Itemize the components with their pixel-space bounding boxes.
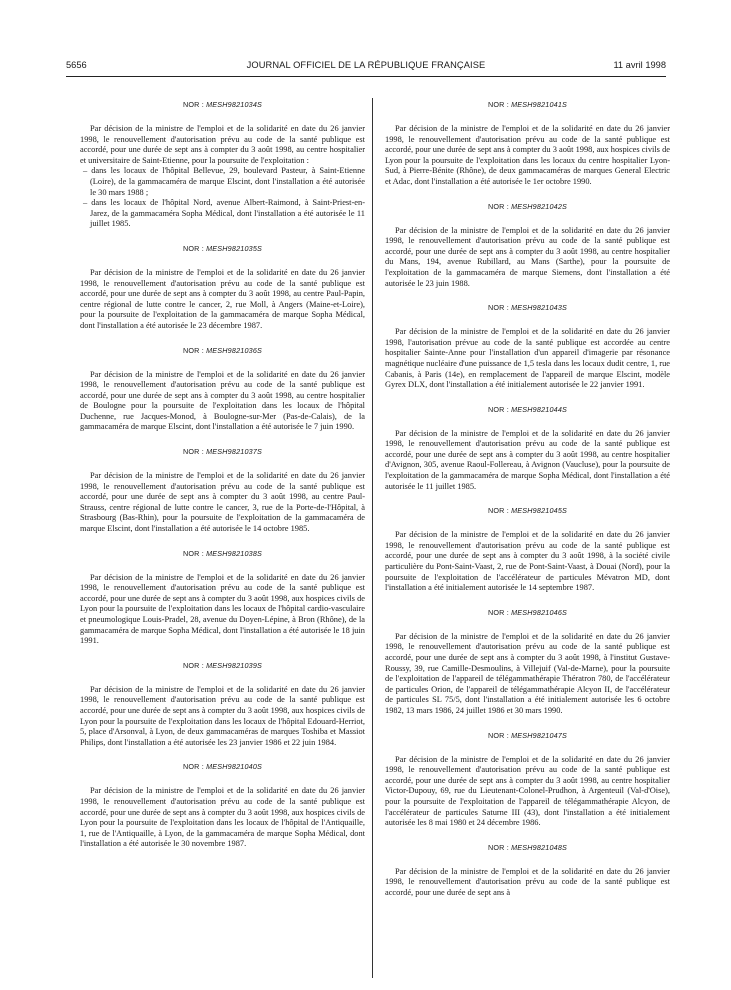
decision-entry [80, 762, 365, 850]
nor-prefix: NOR : [487, 100, 512, 109]
nor-prefix: NOR : [182, 100, 207, 109]
entry-spacer [385, 594, 670, 608]
nor-reference [385, 843, 670, 852]
nor-prefix: NOR : [487, 506, 512, 516]
nor-reference [80, 549, 365, 558]
header-rule [66, 76, 666, 77]
decision-text: Par décision de la ministre de l'emploi et de la solidarité en date du 26 janvier 1998, le renouvellement d'autorisation prévu au code de la santé publique est accordé, pour une durée de sept ans à compter du 3 août 1998, aux hospices civils de Lyon pour la poursuite de l'exploitation dans les locaux du centre hospitalier Lyon-Sud, à Pierre-Bénite (Rhône), de deux gammacaméras de marques General Electric et Adac, dont l'installation a été autorisée le 1er octobre 1990. [385, 124, 670, 186]
nor-prefix: NOR : [487, 303, 512, 313]
decision-text: Par décision de la ministre de l'emploi et de la solidarité en date du 26 janvier 1998, le renouvellement d'autorisation prévu au code de la santé publique est accordé, pour une durée de sept ans à compter du 3 août 1998, au centre Paul-Strauss, centre régional de lutte contre le cancer, 3, rue de la Porte-de-l'Hôpital, à Strasbourg (Bas-Rhin), pour la poursuite de l'exploitation de la gammacaméra de marque Elscint, dont l'installation a été autorisée le 14 octobre 1985. [80, 471, 365, 534]
nor-prefix: NOR : [182, 447, 207, 457]
nor-reference [80, 346, 365, 355]
nor-code: MESH9821042S [511, 201, 568, 211]
nor-prefix: NOR : [182, 548, 207, 558]
nor-prefix: NOR : [182, 345, 207, 355]
decision-entry [385, 100, 670, 188]
nor-reference [80, 447, 365, 456]
nor-code: MESH9821037S [206, 447, 263, 457]
entry-spacer [385, 391, 670, 405]
nor-code: MESH9821044S [511, 404, 568, 414]
nor-code: MESH9821036S [206, 345, 263, 355]
nor-code: MESH9821039S [206, 660, 263, 670]
nor-prefix: NOR : [182, 762, 207, 772]
entry-spacer [80, 332, 365, 346]
decision-entry [385, 843, 670, 899]
journal-title: JOURNAL OFFICIEL DE LA RÉPUBLIQUE FRANÇAISE [246, 60, 486, 70]
decision-entry [80, 549, 365, 647]
nor-code: MESH9821043S [511, 303, 568, 313]
decision-subitem: – dans les locaux de l'hôpital Nord, avenue Albert-Raimond, à Saint-Priest-en-Jarez, de la gammacaméra Sopha Médical, dont l'installation a été autorisée le 11 juillet 1985. [83, 198, 365, 229]
nor-reference [80, 244, 365, 253]
decision-entry [385, 405, 670, 493]
decision-text: Par décision de la ministre de l'emploi et de la solidarité en date du 26 janvier 1998, le renouvellement d'autorisation prévu au code de la santé publique est accordé, pour une durée de sept ans à compter du 3 août 1998, au centre hospitalier de Boulogne pour la poursuite de l'exploitation dans les locaux de l'hôpital Duchenne, rue Jacques-Monod, à Boulogne-sur-Mer (Pas-de-Calais), de la gammacaméra de marque Elscint, dont l'installation a été autorisée le 7 juin 1990. [80, 369, 365, 432]
nor-prefix: NOR : [487, 607, 512, 617]
decision-entry [385, 303, 670, 391]
decision-text: Par décision de la ministre de l'emploi et de la solidarité en date du 26 janvier 1998, le renouvellement d'autorisation prévu au code de la santé publique est accordé, pour une durée de sept ans à compter du 3 août 1998, au centre hospitalier du Mans, 194, avenue Rubillard, au Mans (Sarthe), pour la poursuite de l'exploitation de la gammacaméra de marque Siemens, dont l'installation a été autorisée le 23 juin 1988. [385, 225, 670, 288]
nor-reference [385, 608, 670, 617]
entry-spacer [80, 748, 365, 762]
decision-text: Par décision de la ministre de l'emploi et de la solidarité en date du 26 janvier 1998, l'autorisation prévue au code de la santé publique est accordée au centre hospitalier Sainte-Anne pour l'installation d'un appareil d'imagerie par résonance magnétique nucléaire d'une puissance de 1,5 tesla dans les locaux dudit centre, 1, rue Cabanis, à Paris (14e), en remplacement de l'appareil de marque Elscint, modèle Gyrex DLX, dont l'installation a été initialement autorisée le 22 janvier 1991. [385, 327, 670, 390]
nor-reference [80, 661, 365, 670]
nor-prefix: NOR : [487, 201, 512, 211]
column-divider [372, 98, 373, 978]
decision-entry [80, 100, 365, 230]
page-header [66, 60, 666, 74]
nor-prefix: NOR : [487, 842, 512, 852]
entry-spacer [80, 433, 365, 447]
nor-code: MESH9821047S [511, 730, 568, 740]
entry-spacer [80, 647, 365, 661]
nor-code: MESH9821040S [206, 762, 263, 772]
nor-reference [385, 506, 670, 515]
entry-spacer [80, 535, 365, 549]
nor-prefix: NOR : [487, 730, 512, 740]
decision-entry [385, 202, 670, 290]
decision-entry [80, 661, 365, 749]
decision-entry [80, 346, 365, 434]
decision-entry [80, 447, 365, 535]
decision-text: Par décision de la ministre de l'emploi et de la solidarité en date du 26 janvier 1998, le renouvellement d'autorisation prévu au code de la santé publique est accordé, pour une durée de sept ans à compter du 3 août 1998, aux hospices civils de Lyon pour la poursuite de l'exploitation dans les locaux de l'hôpital cardio-vasculaire et pneumologique Louis-Pradel, 28, avenue du Doyen-Lépine, à Bron (Rhône), de la gammacaméra de marque Sopha Médical, dont l'installation a été autorisée le 18 juin 1991. [80, 572, 365, 646]
decision-entry [385, 608, 670, 717]
entry-spacer [385, 289, 670, 303]
entry-spacer [385, 717, 670, 731]
decision-text: Par décision de la ministre de l'emploi et de la solidarité en date du 26 janvier 1998, le renouvellement d'autorisation prévu au code de la santé publique est accordé, pour une durée de sept ans à compter du 3 août 1998, au centre Paul-Papin, centre régional de lutte contre le cancer, 2, rue Moll, à Angers (Maine-et-Loire), pour la poursuite de l'exploitation de la gammacaméra de marque Sopha Médical, dont l'installation a été autorisée le 23 décembre 1987. [80, 267, 365, 330]
decision-text: Par décision de la ministre de l'emploi et de la solidarité en date du 26 janvier 1998, le renouvellement d'autorisation prévu au code de la santé publique est accordé, pour une durée de sept ans à compter du 3 août 1998, au centre hospitalier et universitaire de Saint-Etienne, pour la poursuite de l'exploitation : [80, 124, 365, 165]
right-column [385, 100, 670, 899]
decision-text: Par décision de la ministre de l'emploi et de la solidarité en date du 26 janvier 1998, le renouvellement d'autorisation prévu au code de la santé publique est accordé, pour une durée de sept ans à compter du 3 août 1998, à l'institut Gustave-Roussy, 39, rue Camille-Desmoulins, à Villejuif (Val-de-Marne), pour la poursuite de l'exploitation de l'appareil de télégammathérapie Thératron 780, de l'accélérateur de particules Orion, de l'appareil de télégammathérapie Alcyon II, de l'accélérateur de particules SL 75/5, dont l'installation a été initialement autorisée les 6 octobre 1982, 13 mars 1986, 24 juillet 1986 et 30 mars 1990. [385, 631, 670, 715]
nor-code: MESH9821041S [511, 100, 568, 109]
nor-code: MESH9821035S [206, 243, 263, 253]
issue-date: 11 avril 1998 [613, 60, 666, 70]
entry-spacer [80, 230, 365, 244]
nor-reference [80, 100, 365, 109]
nor-reference [385, 100, 670, 109]
nor-code: MESH9821048S [511, 842, 568, 852]
nor-prefix: NOR : [487, 404, 512, 414]
nor-reference [385, 202, 670, 211]
decision-entry [80, 244, 365, 332]
left-column [80, 100, 365, 850]
nor-code: MESH9821034S [206, 100, 263, 109]
nor-reference [385, 405, 670, 414]
nor-reference [385, 303, 670, 312]
nor-code: MESH9821045S [511, 506, 568, 516]
nor-code: MESH9821046S [511, 607, 568, 617]
decision-text: Par décision de la ministre de l'emploi et de la solidarité en date du 26 janvier 1998, le renouvellement d'autorisation prévu au code de la santé publique est accordé, pour une durée de sept ans à compter du 3 août 1998, aux hospices civils de Lyon pour la poursuite de l'exploitation dans les locaux de l'hôpital Edouard-Herriot, 5, place d'Arsonval, à Lyon, de deux gammacaméras de marques Toshiba et Massiot Philips, dont l'installation a été autorisée les 23 janvier 1986 et 22 juin 1984. [80, 684, 365, 747]
decision-entry [385, 731, 670, 829]
nor-reference [80, 762, 365, 771]
decision-text: Par décision de la ministre de l'emploi et de la solidarité en date du 26 janvier 1998, le renouvellement d'autorisation prévu au code de la santé publique est accordé, pour une durée de sept ans à compter du 3 août 1998, au centre hospitalier Victor-Dupouy, 69, rue du Lieutenant-Colonel-Prudhon, à Argenteuil (Val-d'Oise), pour la poursuite de l'exploitation de l'appareil de télégammathérapie Alcyon, de l'accélérateur de particules Saturne III (43), dont l'installation a été initialement autorisée les 8 mai 1980 et 24 décembre 1986. [385, 754, 670, 828]
nor-reference [385, 731, 670, 740]
nor-code: MESH9821038S [206, 548, 263, 558]
decision-entry [385, 506, 670, 594]
nor-prefix: NOR : [182, 243, 207, 253]
entry-spacer [385, 492, 670, 506]
entry-spacer [385, 188, 670, 202]
decision-text: Par décision de la ministre de l'emploi et de la solidarité en date du 26 janvier 1998, le renouvellement d'autorisation prévu au code de la santé publique est accordé, pour une durée de sept ans à [385, 866, 670, 897]
decision-text: Par décision de la ministre de l'emploi et de la solidarité en date du 26 janvier 1998, le renouvellement d'autorisation prévu au code de la santé publique est accordé, pour une durée de sept ans à compter du 3 août 1998, au centre hospitalier d'Avignon, 305, avenue Raoul-Follereau, à Avignon (Vaucluse), pour la poursuite de l'exploitation de la gammacaméra de marque Sopha Médical, dont l'installation a été autorisée le 11 juillet 1985. [385, 428, 670, 491]
nor-prefix: NOR : [182, 660, 207, 670]
decision-subitem: – dans les locaux de l'hôpital Bellevue, 29, boulevard Pasteur, à Saint-Etienne (Loire), de la gammacaméra de marque Elscint, dont l'installation a été autorisée le 30 mars 1988 ; [83, 166, 365, 197]
page-number: 5656 [66, 60, 87, 70]
decision-text: Par décision de la ministre de l'emploi et de la solidarité en date du 26 janvier 1998, le renouvellement d'autorisation prévu au code de la santé publique est accordé, pour une durée de sept ans à compter du 3 août 1998, à la société civile particulière du Pont-Saint-Vaast, 2, rue de Pont-Saint-Vaast, à Douai (Nord), pour la poursuite de l'exploitation de l'accélérateur de particules Mévatron MD, dont l'installation a été initialement autorisée le 14 septembre 1987. [385, 530, 670, 593]
entry-spacer [385, 829, 670, 843]
decision-text: Par décision de la ministre de l'emploi et de la solidarité en date du 26 janvier 1998, le renouvellement d'autorisation prévu au code de la santé publique est accordé, pour une durée de sept ans à compter du 3 août 1998, aux hospices civils de Lyon pour la poursuite de l'exploitation dans les locaux de l'hôpital de l'Antiquaille, 1, rue de l'Antiquaille, à Lyon, de la gammacaméra de marque Sopha Médical, dont l'installation a été autorisée le 30 novembre 1987. [80, 786, 365, 849]
